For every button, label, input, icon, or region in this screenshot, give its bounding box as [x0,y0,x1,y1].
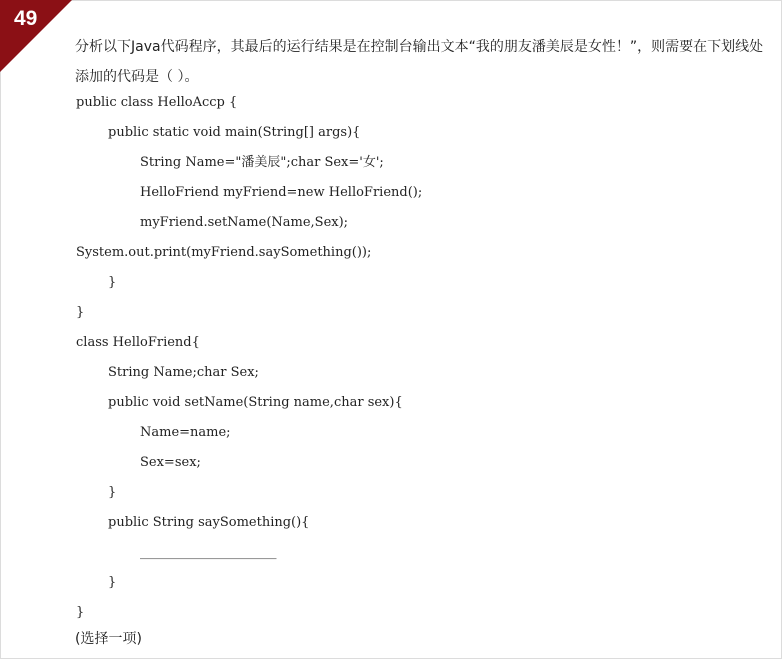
code-line: } [108,275,117,290]
code-line: System.out.print(myFriend.saySomething()); [76,245,372,260]
code-line: class HelloFriend{ [76,335,200,350]
code-block [76,88,422,628]
code-line: } [76,305,85,320]
select-one-hint: (选择一项) [75,631,142,647]
code-line: public String saySomething(){ [108,515,310,530]
code-line: String Name;char Sex; [108,365,259,380]
code-line: } [76,605,85,620]
code-line: myFriend.setName(Name,Sex); [140,215,349,230]
code-line: Name=name; [140,425,231,440]
code-line: Sex=sex; [140,455,201,470]
code-line: public void setName(String name,char sex){ [108,395,403,410]
question-text: 分析以下Java代码程序，其最后的运行结果是在控制台输出文本“我的朋友潘美辰是女性！”，则需要在下划线处添加的代码是（ ）。 [75,39,764,85]
code-line: public static void main(String[] args){ [108,125,361,140]
code-line: } [108,575,117,590]
code-line: HelloFriend myFriend=new HelloFriend(); [140,185,423,200]
code-line: } [108,485,117,500]
code-blank-underline: _____________________ [140,545,277,560]
code-line: public class HelloAccp { [76,95,238,110]
question-number: 49 [14,7,38,30]
code-line: String Name="潘美辰";char Sex='女'; [140,155,384,170]
